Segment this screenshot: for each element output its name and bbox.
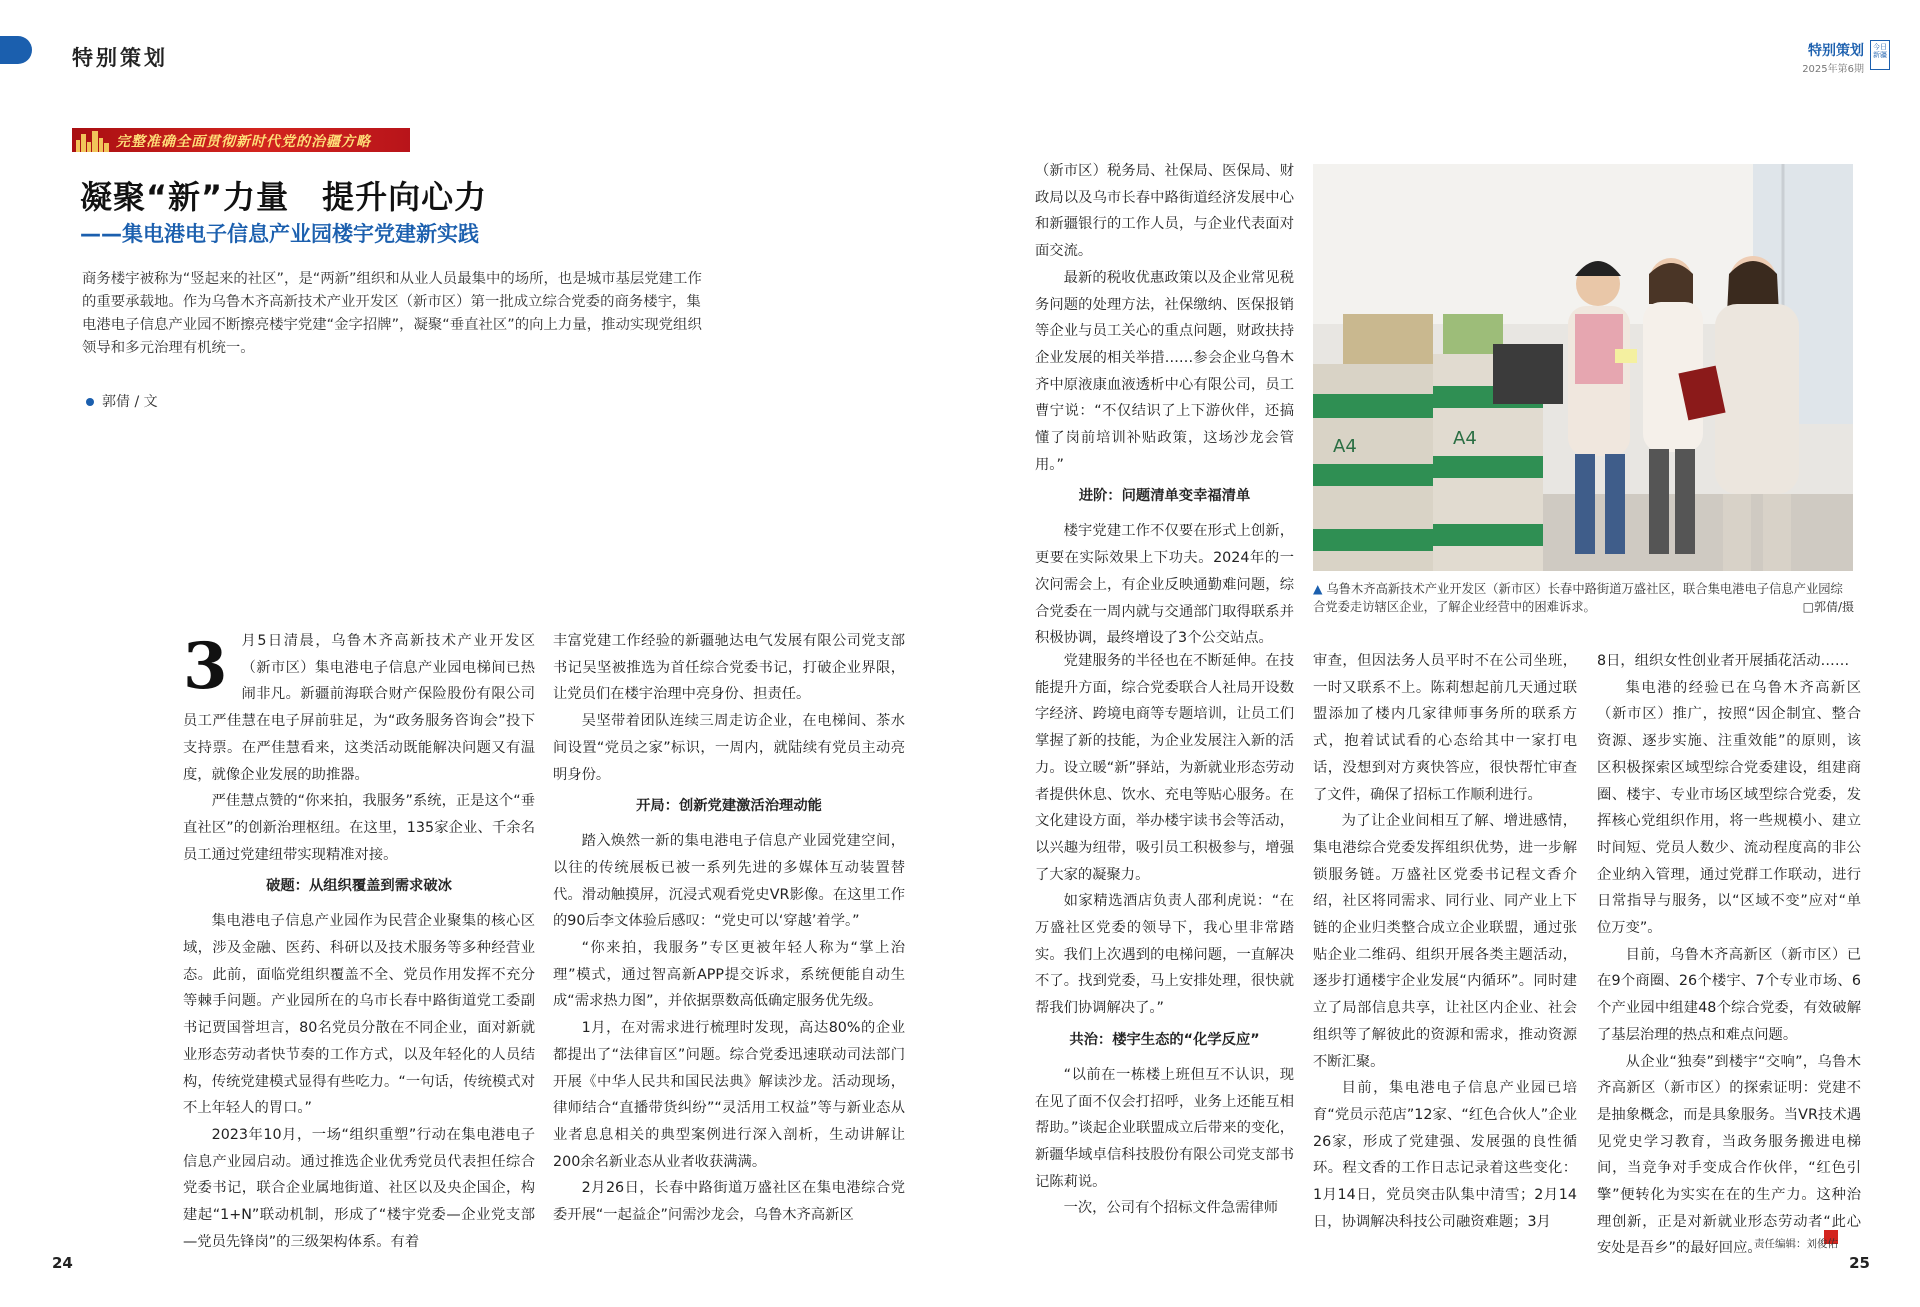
paragraph: 为了让企业间相互了解、增进感情，集电港综合党委发挥组织优势，进一步解锁服务链。万盛社区党委书记程文香介绍，社区将同需求、同行业、同产业上下链的企业归类整合成立企业联盟，通过张贴企业二维码、组织开展各类主题活动，逐步打通楼宇企业发展“内循环”。同时建立了局部信息共享，让社区内企业、社会组织等了解彼此的资源和需求，推动资源不断汇聚。 [1313,813,1577,1070]
paragraph: “你来拍，我服务”专区更被年轻人称为“掌上治理”模式，通过智高新APP提交诉求，系统便能自动生成“需求热力图”，并依据票数高低确定服务优先级。 [553,940,905,1010]
paragraph: 2023年10月，一场“组织重塑”行动在集电港电子信息产业园启动。通过推选企业优秀党员代表担任综合党委书记，联合企业属地街道、社区以及央企国企，构建起“1+N”联动机制，形成了“楼宇党委—企业党支部—党员先锋岗”的三级架构体系。有着 [183,1126,535,1250]
svg-text:A4: A4 [1333,436,1357,457]
paragraph: 2月26日，长春中路街道万盛社区在集电港综合党委开展“一起益企”问需沙龙会，乌鲁木齐高新区 [553,1180,905,1224]
article-subtitle: ——集电港电子信息产业园楼宇党建新实践 [80,222,479,246]
article-lede: 商务楼宇被称为“竖起来的社区”，是“两新”组织和从业人员最集中的场所，也是城市基层党建工作的重要承载地。作为乌鲁木齐高新技术产业开发区（新市区）第一批成立综合党委的商务楼宇，集电港电子信息产业园不断擦亮楼宇党建“金字招牌”，凝聚“垂直社区”的向上力量，推动实现党组织领导和多元治理有机统一。 [82,271,702,356]
theme-banner [72,128,410,152]
paragraph: 月5日清晨，乌鲁木齐高新技术产业开发区（新市区）集电港电子信息产业园电梯间已热闹非凡。新疆前海联合财产保险股份有限公司员工严佳慧在电子屏前驻足，为“政务服务咨询会”投下支持票。在严佳慧看来，这类活动既能解决问题又有温度，就像企业发展的助推器。 [183,633,535,783]
article-photo [1313,164,1853,571]
paragraph: 严佳慧点赞的“你来拍，我服务”系统，正是这个“垂直社区”的创新治理枢纽。在这里，135家企业、千余名员工通过党建纽带实现精准对接。 [183,793,535,863]
section-heading: 共治：楼宇生态的“化学反应” [1069,1031,1260,1048]
paragraph: 楼宇党建工作不仅要在形式上创新，更要在实际效果上下功夫。2024年的一次问需会上，有企业反映通勤难问题，综合党委在一周内就与交通部门取得联系并积极协调，最终增设了3个公交站点。 [1035,523,1294,647]
editor-credit: 责任编辑：刘俊佑 [1754,1238,1838,1250]
author-bullet-icon [86,398,94,406]
paragraph: 集电港的经验已在乌鲁木齐高新区（新市区）推广，按照“因企制宜、整合资源、逐步实施、注重效能”的原则，该区积极探索区域型综合党委建设，组建商圈、楼宇、专业市场区域型综合党委，发挥核心党组织作用，将一些规模小、建立时间短、党员人数少、流动程度高的非公企业纳入管理，通过党群工作联动，进行日常指导与服务，以“区域不变”应对“单位万变”。 [1597,679,1861,937]
banner-text: 完整准确全面贯彻新时代党的治疆方略 [116,134,371,150]
article-title: 凝聚“新”力量 提升向心力 [80,178,488,216]
skyline-icon [76,130,110,152]
issue-number: 2025年第6期 [1802,64,1864,75]
paragraph: 目前，集电港电子信息产业园已培育“党员示范店”12家、“红色合伙人”企业26家，形成了党建强、发展强的良性循环。程文香的工作日志记录着这些变化：1月14日，党员突击队集中清雪；2月14日，协调解决科技公司融资难题；3月 [1313,1080,1577,1230]
page-number-left: 24 [52,1254,73,1272]
caption-text: 乌鲁木齐高新技术产业开发区（新市区）长春中路街道万盛社区，联合集电港电子信息产业园综合党委走访辖区企业，了解企业经营中的困难诉求。 [1313,582,1843,614]
paragraph: 从企业“独奏”到楼宇“交响”，乌鲁木齐高新区（新市区）的探索证明：党建不是抽象概念，而是具象服务。当VR技术遇见党史学习教育，当政务服务搬进电梯间，当竞争对手变成合作伙伴，“红色引擎”便转化为实实在在的生产力。这种治理创新，正是对新就业形态劳动者“此心安处是吾乡”的最好回应。 [1597,1053,1861,1257]
section-heading: 破题：从组织覆盖到需求破冰 [266,878,452,895]
paragraph: 8日，组织女性创业者开展插花活动…… [1597,653,1850,669]
page-number-right: 25 [1849,1254,1870,1272]
section-title-left: 特别策划 [72,45,168,70]
section-tab-marker [0,36,32,64]
paragraph: 吴坚带着团队连续三周走访企业，在电梯间、茶水间设置“党员之家”标识，一周内，就陆续有党员主动亮明身份。 [553,713,905,783]
paragraph: 丰富党建工作经验的新疆驰达电气发展有限公司党支部书记吴坚被推选为首任综合党委书记，打破企业界限，让党员们在楼宇治理中亮身份、担责任。 [553,633,905,703]
photo-caption [1313,580,1853,616]
paragraph: 审查，但因法务人员平时不在公司坐班，一时又联系不上。陈莉想起前几天通过联盟添加了楼内几家律师事务所的联系方式，抱着试试看的心态给其中一家打电话，没想到对方爽快答应，很快帮忙审查了文件，确保了招标工作顺利进行。 [1313,653,1577,803]
text-column-3 [1035,158,1294,652]
section-heading: 进阶：问题清单变幸福清单 [1078,488,1251,505]
text-column-6 [1597,648,1861,1262]
paragraph: 踏入焕然一新的集电港电子信息产业园党建空间，以往的传统展板已被一系列先进的多媒体互动装置替代。滑动触摸屏，沉浸式观看党史VR影像。在这里工作的90后李文体验后感叹：“党史可以‘穿越’着学。” [553,833,905,930]
section-heading: 开局：创新党建激活治理动能 [636,798,822,815]
paragraph: （新市区）税务局、社保局、医保局、财政局以及乌市长春中路街道经济发展中心和新疆银行的工作人员，与企业代表面对面交流。 [1035,163,1294,260]
paragraph: 一次，公司有个招标文件急需律师 [1063,1200,1279,1217]
text-column-1 [183,628,535,1255]
magazine-logo: 今日新疆 [1870,40,1890,70]
text-column-2 [553,628,905,1229]
drop-cap: 3 [183,629,228,704]
caption-triangle-icon: ▲ [1313,582,1327,596]
section-title-right: 特别策划 [1808,43,1864,59]
paragraph: 1月，在对需求进行梳理时发现，高达80%的企业都提出了“法律盲区”问题。综合党委迅速联动司法部门开展《中华人民共和国民法典》解读沙龙。活动现场，律师结合“直播带货纠纷”“灵活用工权益”等与新业态从业者息息相关的典型案例进行深入剖析，生动讲解让200余名新业态从业者收获满满。 [553,1020,905,1170]
paragraph: 目前，乌鲁木齐高新区（新市区）已在9个商圈、26个楼宇、7个专业市场、6个产业园中组建48个综合党委，有效破解了基层治理的热点和难点问题。 [1597,946,1861,1043]
byline: 郭倩 / 文 [102,394,158,410]
paragraph: 最新的税收优惠政策以及企业常见税务问题的处理方法，社保缴纳、医保报销等企业与员工关心的重点问题，财政扶持企业发展的相关举措……参会企业乌鲁木齐中原液康血液透析中心有限公司，员工曹宁说：“不仅结识了上下游伙伴，还搞懂了岗前培训补贴政策，这场沙龙会管用。” [1035,269,1294,473]
svg-text:A4: A4 [1453,428,1477,449]
text-column-4 [1035,648,1294,1222]
paragraph: “以前在一栋楼上班但互不认识，现在见了面不仅会打招呼，业务上还能互相帮助。”谈起企业联盟成立后带来的变化，新疆华域卓信科技股份有限公司党支部书记陈莉说。 [1035,1066,1294,1190]
photo-credit: □郭倩/摄 [1802,600,1854,614]
paragraph: 集电港电子信息产业园作为民营企业聚集的核心区域，涉及金融、医药、科研以及技术服务等多种经营业态。此前，面临党组织覆盖不全、党员作用发挥不充分等棘手问题。产业园所在的乌市长春中路街道党工委副书记贾国誉坦言，80名党员分散在不同企业，面对新就业形态劳动者快节奏的工作方式，以及年轻化的人员结构，传统党建模式显得有些吃力。“一句话，传统模式对不上年轻人的胃口。” [183,913,535,1117]
text-column-5 [1313,648,1577,1235]
paragraph: 如家精选酒店负责人邵利虎说：“在万盛社区党委的领导下，我心里非常踏实。我们上次遇到的电梯问题，一直解决不了。找到党委，马上安排处理，很快就帮我们协调解决了。” [1035,893,1294,1017]
paragraph: 党建服务的半径也在不断延伸。在技能提升方面，综合党委联合人社局开设数字经济、跨境电商等专题培训，让员工们掌握了新的技能，为企业发展注入新的活力。设立暖“新”驿站，为新就业形态劳动者提供休息、饮水、充电等贴心服务。在文化建设方面，举办楼宇读书会等活动，以兴趣为纽带，吸引员工积极参与，增强了大家的凝聚力。 [1035,653,1294,883]
header-right [1802,40,1890,75]
